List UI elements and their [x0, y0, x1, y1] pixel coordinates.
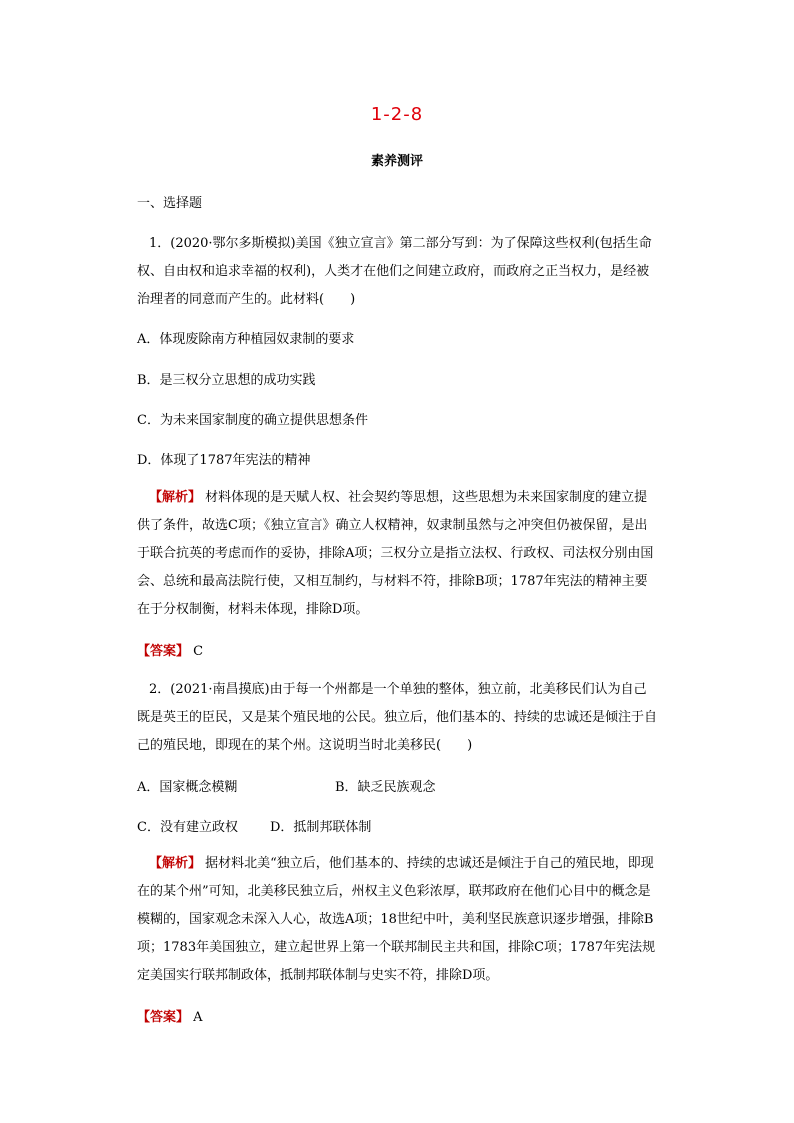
question-2-option-a: A．国家概念模糊	[137, 780, 238, 795]
page-subtitle: 素养测评	[370, 154, 423, 169]
analysis-text: 据材料北美“独立后，他们基本的、持续的忠诚还是倾注于自己的殖民地，即现在的某个州”可知，北美移民独立后，州权主义色彩浓厚，联邦政府在他们心目中的概念是模糊的，国家观念未深入人心，故选A项；18世纪中叶，美利坚民族意识逐步增强，排除B项；1783年美国独立，建立起世界上第一个联邦制民主共和国，排除C项；1787年宪法规定美国实行联邦制政体，抵制邦联体制与史实不符，排除D项。	[137, 856, 656, 983]
question-2-option-d: D．抵制邦联体制	[270, 820, 372, 835]
section-title: 一、选择题	[137, 196, 203, 211]
analysis-tag: 【解析】	[149, 856, 202, 871]
question-2-option-b: B．缺乏民族观念	[335, 780, 436, 795]
question-1-option-c: C．为未来国家制度的确立提供思想条件	[137, 413, 368, 428]
answer-tag: 【答案】	[137, 644, 190, 659]
question-2-stem: 2．(2021·南昌摸底)由于每一个州都是一个单独的整体，独立前，北美移民们认为自己既是英王的臣民，又是某个殖民地的公民。独立后，他们基本的、持续的忠诚还是倾注于自己的殖民地，即现在的某个州。这说明当时北美移民( )	[137, 682, 658, 753]
question-1-option-d: D．体现了1787年宪法的精神	[137, 453, 311, 468]
analysis-tag: 【解析】	[149, 490, 202, 505]
answer-tag: 【答案】	[137, 1010, 190, 1025]
question-1-stem: 1．(2020·鄂尔多斯模拟)美国《独立宣言》第二部分写到：为了保障这些权利(包括生命权、自由权和追求幸福的权利)，人类才在他们之间建立政府，而政府之正当权力，是经被治理者的同意而产生的。此材料( )	[137, 236, 652, 307]
question-1-option-a: A．体现废除南方种植园奴隶制的要求	[137, 332, 355, 347]
question-2-option-c: C．没有建立政权	[137, 820, 238, 835]
answer-value: C	[193, 644, 204, 659]
question-1-answer	[137, 640, 203, 659]
question-1-option-b: B．是三权分立思想的成功实践	[137, 373, 316, 388]
question-2-answer	[137, 1006, 203, 1025]
answer-value: A	[193, 1010, 203, 1025]
lesson-code: 1-2-8	[370, 104, 424, 125]
question-2-analysis	[137, 850, 657, 990]
analysis-text: 材料体现的是天赋人权、社会契约等思想，这些思想为未来国家制度的建立提供了条件，故选C项；《独立宣言》确立人权精神，奴隶制虽然与之冲突但仍被保留，是出于联合抗英的考虑而作的妥协，排除A项；三权分立是指立法权、行政权、司法权分别由国会、总统和最高法院行使，又相互制约，与材料不符，排除B项；1787年宪法的精神主要在于分权制衡，材料未体现，排除D项。	[137, 490, 654, 617]
question-1-analysis	[137, 484, 657, 624]
